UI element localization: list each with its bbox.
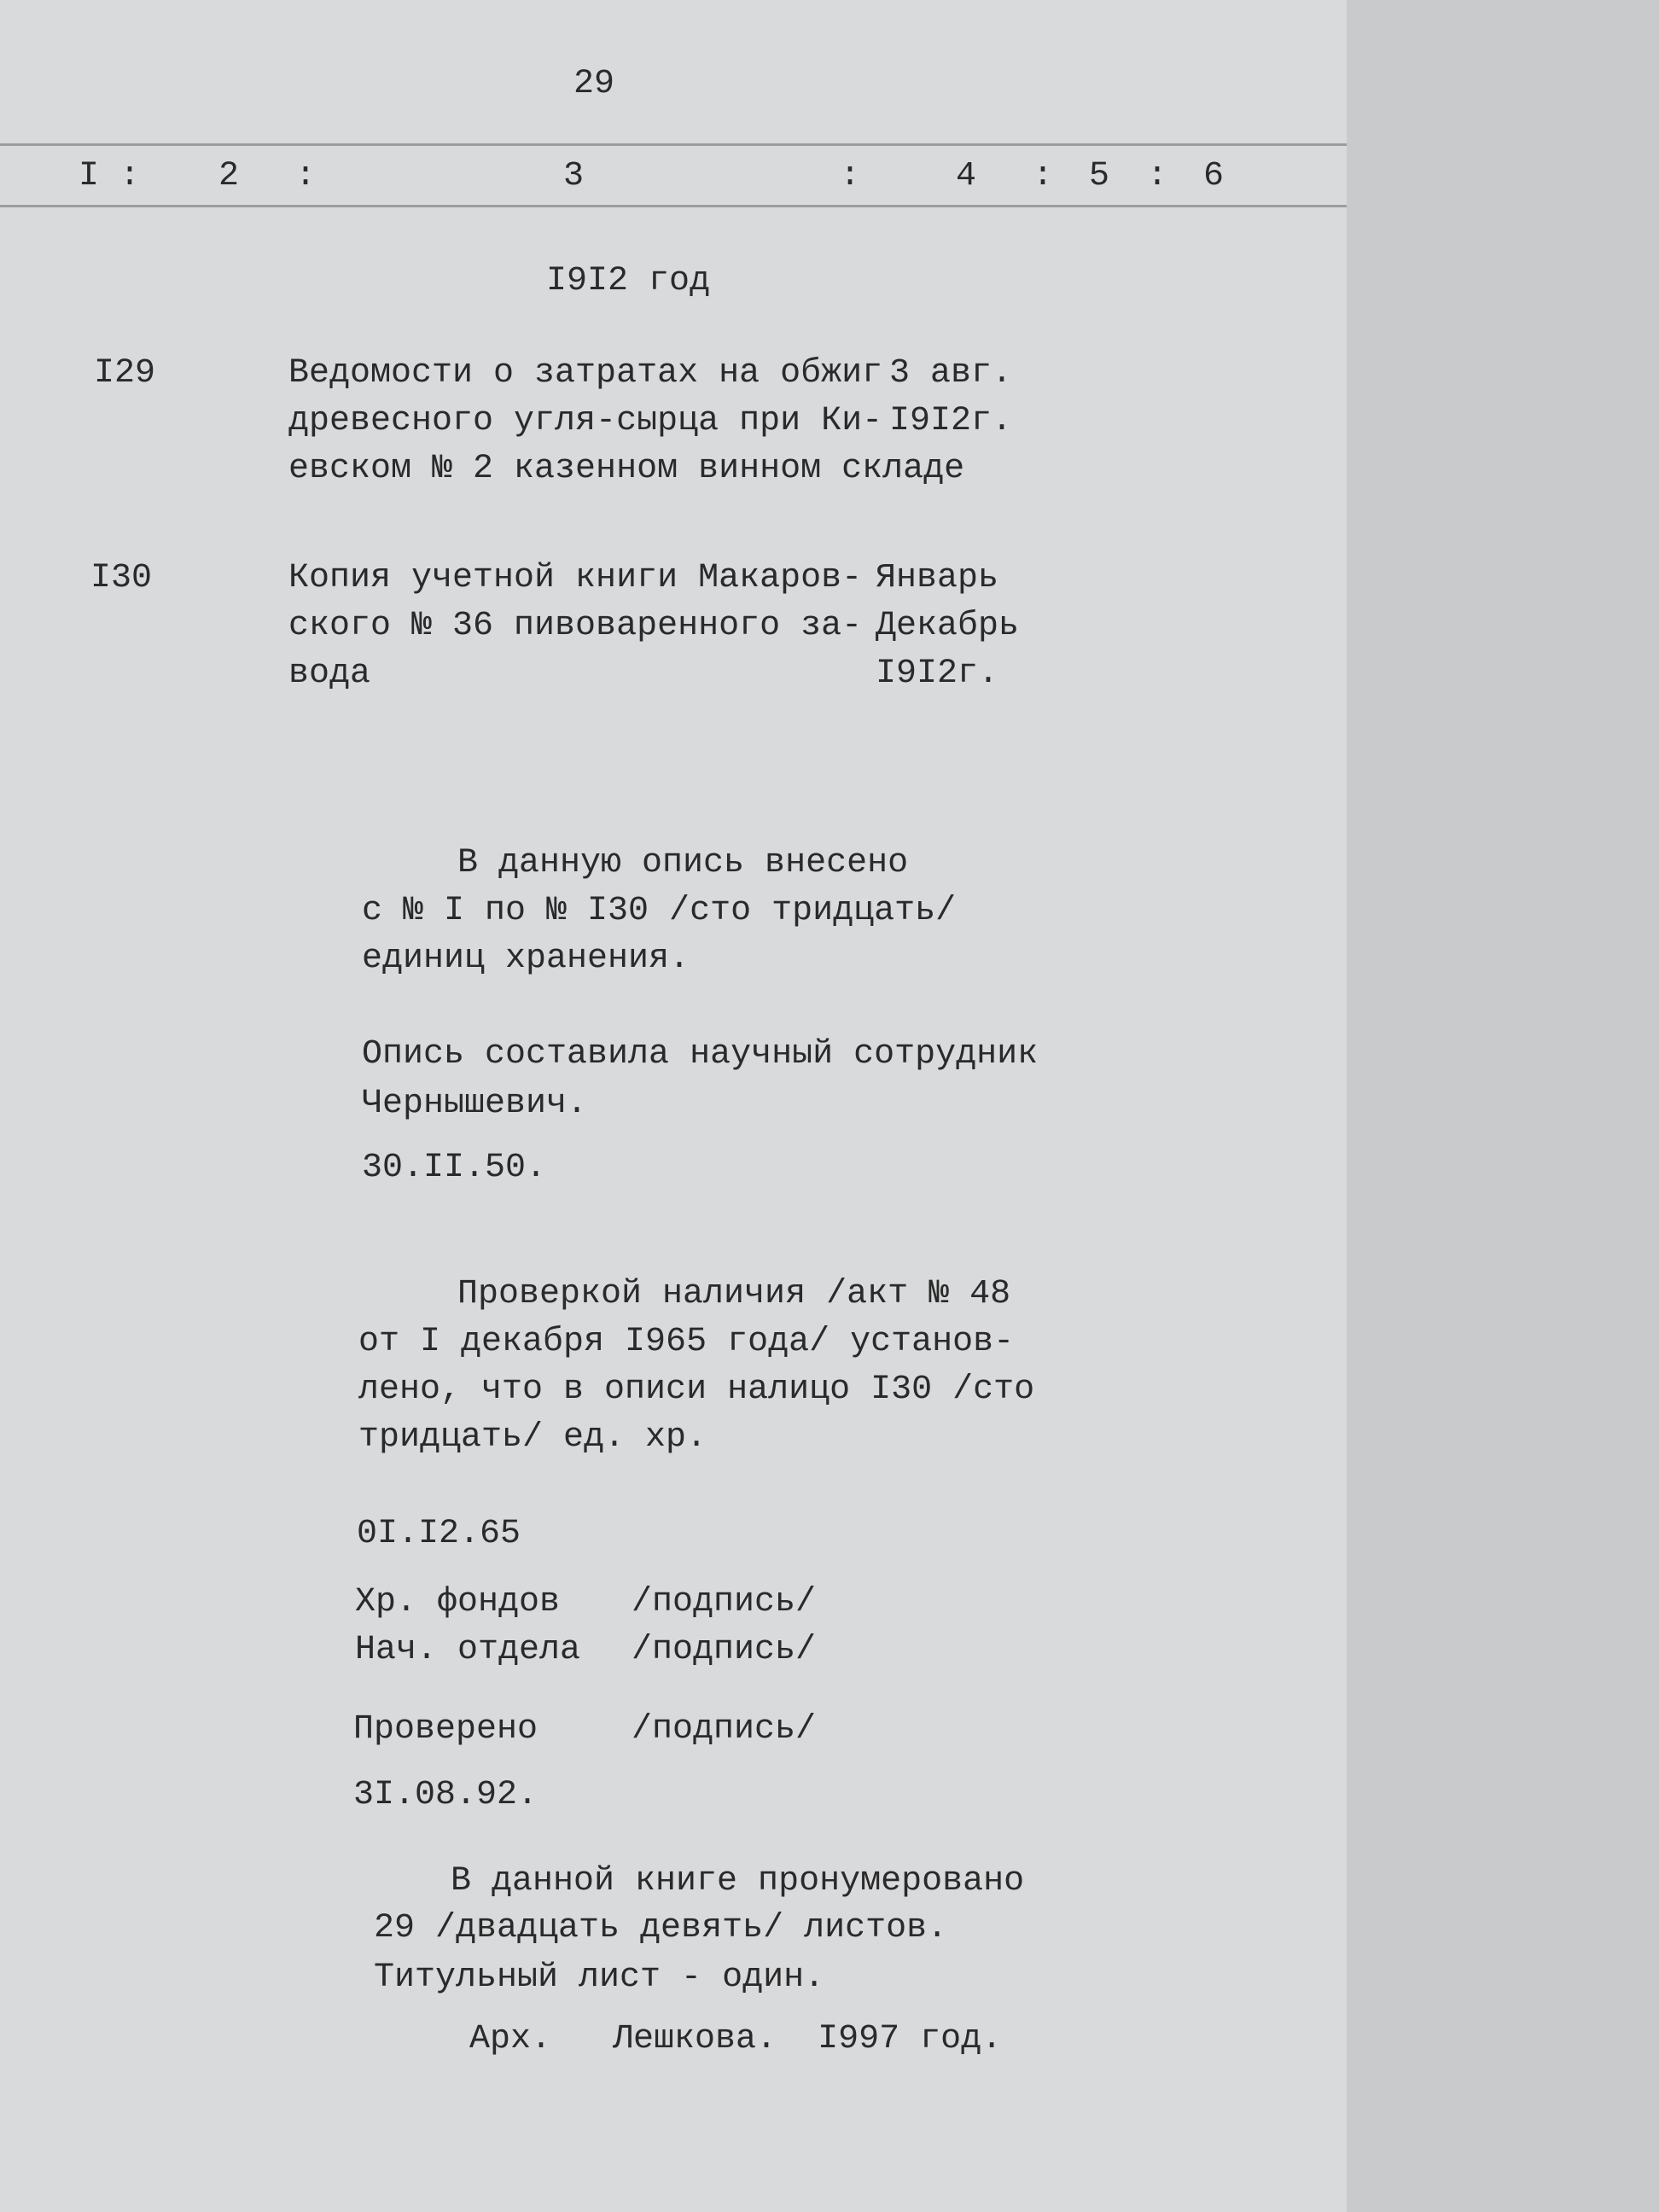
header-top-rule bbox=[0, 143, 1347, 146]
column-header-1: I bbox=[79, 157, 100, 195]
column-header-2: 2 bbox=[218, 157, 240, 195]
compiled-by-line: Чернышевич. bbox=[362, 1085, 588, 1123]
column-separator: : bbox=[119, 157, 141, 195]
compiled-date: 30.II.50. bbox=[362, 1149, 547, 1187]
check-line: лено, что в описи налицо I30 /сто bbox=[358, 1371, 1035, 1409]
entry-title-line: Копия учетной книги Макаров- bbox=[288, 559, 863, 597]
year-heading: I9I2 год bbox=[546, 262, 711, 300]
summary-line: с № I по № I30 /сто тридцать/ bbox=[362, 892, 957, 930]
entry-number: I30 bbox=[90, 559, 153, 597]
background-edge bbox=[1347, 0, 1659, 2212]
compiled-by-line: Опись составила научный сотрудник bbox=[362, 1035, 1039, 1074]
verified-role: Проверено bbox=[353, 1710, 538, 1749]
entry-title-line: евском № 2 казенном винном складе bbox=[288, 450, 965, 488]
check-line: от I декабря I965 года/ установ- bbox=[358, 1323, 1015, 1361]
entry-title-line: ского № 36 пивоваренного за- bbox=[288, 607, 863, 645]
column-separator: : bbox=[295, 157, 317, 195]
signature-placeholder: /подпись/ bbox=[632, 1583, 817, 1621]
verified-date: 3I.08.92. bbox=[353, 1776, 538, 1814]
column-header-5: 5 bbox=[1089, 157, 1110, 195]
column-header-4: 4 bbox=[956, 157, 977, 195]
column-separator: : bbox=[840, 157, 861, 195]
final-line: В данной книге пронумеровано bbox=[451, 1862, 1025, 1901]
column-header-3: 3 bbox=[563, 157, 585, 195]
entry-title-line: Ведомости о затратах на обжиг bbox=[288, 354, 883, 393]
entry-title-line: древесного угля-сырца при Ки- bbox=[288, 402, 883, 440]
entry-date-line: Январь bbox=[876, 559, 999, 597]
check-line: Проверкой наличия /акт № 48 bbox=[457, 1275, 1011, 1313]
column-separator: : bbox=[1147, 157, 1168, 195]
final-line: Титульный лист - один. bbox=[374, 1959, 825, 1997]
entry-date-line: Декабрь bbox=[876, 607, 1020, 645]
entry-date-line: 3 авг. bbox=[889, 354, 1013, 393]
summary-line: В данную опись внесено bbox=[457, 844, 909, 882]
final-line: 29 /двадцать девять/ листов. bbox=[374, 1909, 948, 1947]
signature-role: Нач. отдела bbox=[355, 1631, 581, 1669]
entry-title-line: вода bbox=[288, 655, 371, 693]
check-date: 0I.I2.65 bbox=[357, 1515, 521, 1553]
column-separator: : bbox=[1033, 157, 1054, 195]
entry-number: I29 bbox=[94, 354, 156, 393]
entry-date-line: I9I2г. bbox=[876, 655, 999, 693]
summary-line: единиц хранения. bbox=[362, 940, 690, 978]
signature-placeholder: /подпись/ bbox=[632, 1710, 817, 1749]
check-line: тридцать/ ед. хр. bbox=[358, 1418, 707, 1457]
signature-role: Хр. фондов bbox=[355, 1583, 561, 1621]
entry-date-line: I9I2г. bbox=[889, 402, 1013, 440]
signature-placeholder: /подпись/ bbox=[632, 1631, 817, 1669]
header-bottom-rule bbox=[0, 205, 1347, 207]
page-number: 29 bbox=[573, 65, 615, 103]
archivist-line: Арх. Лешкова. I997 год. bbox=[469, 2020, 1003, 2058]
column-header-6: 6 bbox=[1203, 157, 1225, 195]
